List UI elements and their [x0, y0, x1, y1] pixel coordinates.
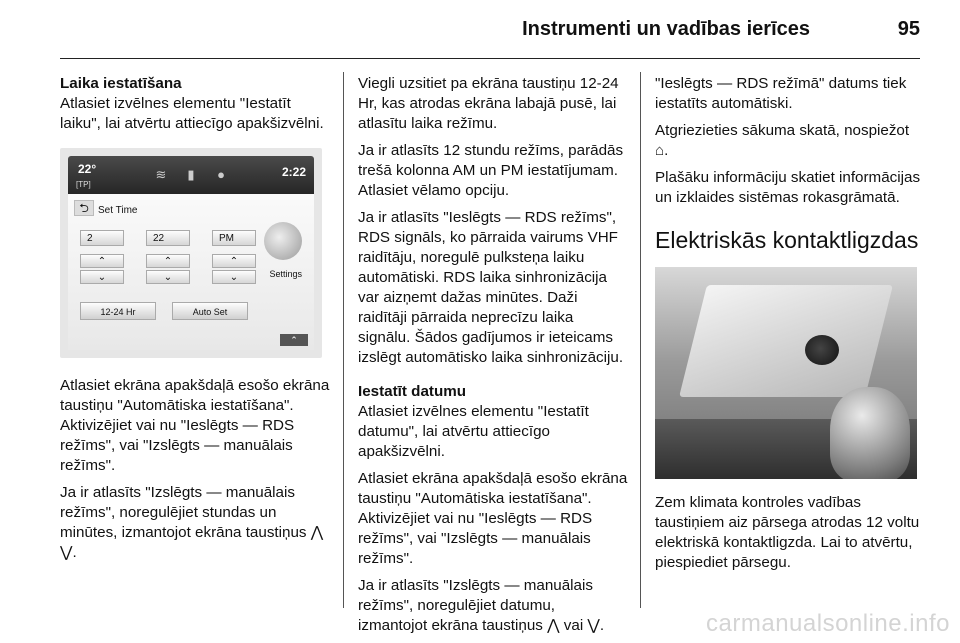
media-icon: ▮ — [187, 167, 195, 182]
screen-clock: 2:22 — [281, 165, 306, 179]
heading-set-date: Iestatīt datumu — [358, 383, 467, 400]
column-3 — [655, 74, 925, 580]
minute-up-icon: ⌃ — [146, 254, 190, 268]
page-header-title: Instrumenti un vadības ierīces — [522, 18, 810, 40]
settings-gear-icon — [264, 222, 302, 260]
column-divider-1 — [343, 72, 344, 608]
ampm-up-icon: ⌃ — [212, 254, 256, 268]
paragraph: Ja ir atlasīts "Ieslēgts — RDS režīms", RDS signāls, ko pārraida vairums VHF raidītāju, noregulē pulksteņa laiku automātiski. RDS laika sinhronizācija var aizņemt dažas minūtes. Daži raidītāji pārraida neprecīzu laika signālu. Šādos gadījumos ir ieteicams izslēgt automātisko laika sinhronizāciju. — [358, 209, 624, 366]
screen-status-bar — [68, 156, 314, 194]
heading-set-time: Laika iestatīšana — [60, 75, 182, 92]
paragraph: Ja ir atlasīts "Izslēgts — manuālais režīms", noregulējiet stundas un minūtes, izmantojot ekrāna taustiņus ⋀ ⋁. — [60, 484, 324, 561]
screen-title: Set Time — [98, 205, 138, 216]
collapse-icon: ⌃ — [280, 334, 308, 346]
screen-settings-label: Settings — [269, 269, 302, 279]
paragraph: Zem klimata kontroles vadības taustiņiem aiz pārsega atrodas 12 voltu elektriskā kontaktligzda. Lai to atvērtu, piespiediet pārsegu. — [655, 494, 920, 571]
hour-field: 2 — [80, 230, 124, 246]
section-title-power-outlets: Elektriskās kontaktligzdas — [655, 227, 919, 253]
paragraph: Ja ir atlasīts 12 stundu režīms, parādās trešā kolonna AM un PM iestatījumam. Atlasiet vēlamo opciju. — [358, 142, 624, 199]
paragraph: Atlasiet izvēlnes elementu "Iestatīt datumu", lai atvērtu attiecīgo apakšizvēlni. — [358, 403, 589, 460]
screen-tp-indicator: [TP] — [76, 180, 91, 189]
hour-up-icon: ⌃ — [80, 254, 124, 268]
column-2 — [358, 74, 628, 643]
paragraph: Atlasiet izvēlnes elementu "Iestatīt laiku", lai atvērtu attiecīgo apakšizvēlni. — [60, 95, 324, 132]
photo-cover-panel — [679, 285, 893, 397]
set-time-screen-figure — [60, 148, 322, 358]
power-socket-icon — [805, 335, 839, 365]
minute-field: 22 — [146, 230, 190, 246]
back-icon: ⮌ — [74, 200, 94, 216]
paragraph: "Ieslēgts — RDS režīmā" datums tiek iestatīts automātiski. — [655, 75, 907, 112]
climate-icon: ≋ — [155, 167, 167, 182]
paragraph: Atgriezieties sākuma skatā, nospiežot ⌂. — [655, 122, 910, 159]
paragraph: Atlasiet ekrāna apakšdaļā esošo ekrāna taustiņu "Automātiska iestatīšana". Aktivizējiet vai nu "Ieslēgts — RDS režīms", vai "Izslēgts — manuālais režīms". — [358, 470, 628, 567]
paragraph: Ja ir atlasīts "Izslēgts — manuālais režīms", noregulējiet datumu, izmantojot ekrāna taustiņus ⋀ vai ⋁. — [358, 577, 605, 634]
screen-12-24-button: 12-24 Hr — [80, 302, 156, 320]
paragraph: Plašāku informāciju skatiet informācijas un izklaides sistēmas rokasgrāmatā. — [655, 169, 921, 206]
column-1 — [60, 74, 330, 570]
paragraph: Viegli uzsitiet pa ekrāna taustiņu 12-24 Hr, kas atrodas ekrāna labajā pusē, lai atlasītu laika režīmu. — [358, 75, 619, 132]
screen-temperature: 22° — [78, 162, 97, 176]
hour-down-icon: ⌄ — [80, 270, 124, 284]
screen-auto-set-button: Auto Set — [172, 302, 248, 320]
ampm-field: PM — [212, 230, 256, 246]
gear-knob-icon — [830, 387, 910, 479]
minute-down-icon: ⌄ — [146, 270, 190, 284]
watermark: carmanualsonline.info — [706, 610, 950, 637]
column-divider-2 — [640, 72, 641, 608]
paragraph: Atlasiet ekrāna apakšdaļā esošo ekrāna taustiņu "Automātiska iestatīšana". Aktivizējiet vai nu "Ieslēgts — RDS režīms", vai "Izslēgts — manuālais režīms". — [60, 377, 330, 474]
header-rule — [60, 58, 920, 59]
ampm-down-icon: ⌄ — [212, 270, 256, 284]
power-outlet-photo — [655, 267, 917, 479]
page-number: 95 — [897, 18, 920, 40]
info-icon: ● — [217, 167, 225, 182]
screen-body — [68, 194, 314, 350]
